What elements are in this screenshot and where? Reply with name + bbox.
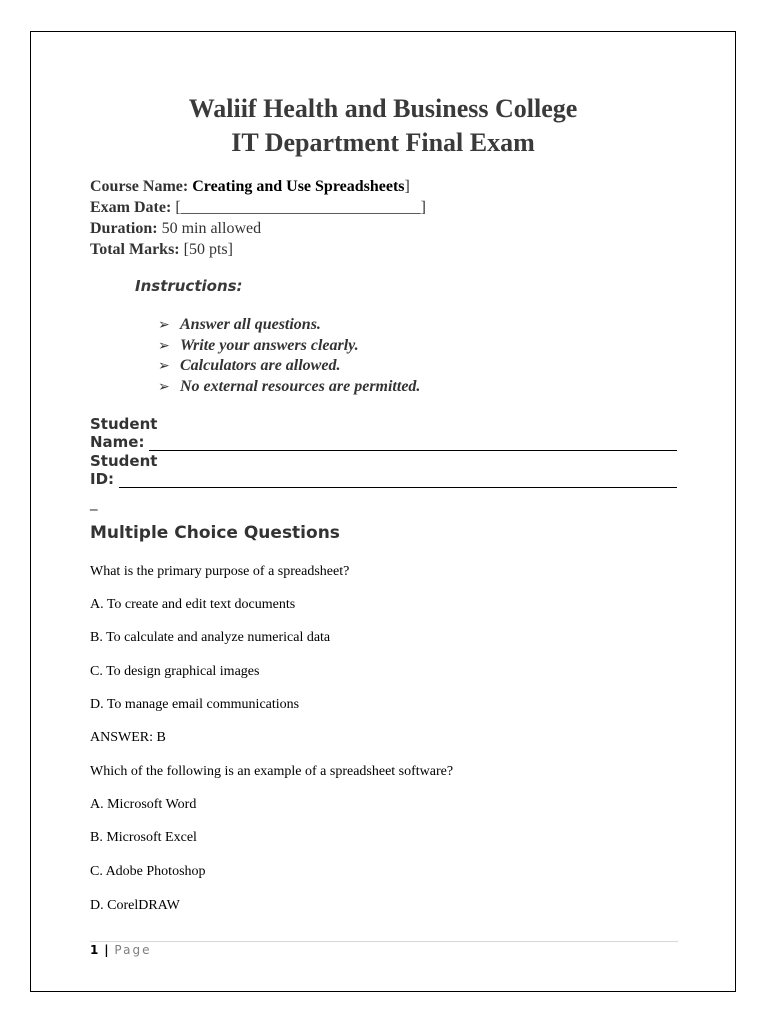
question-text: What is the primary purpose of a spreadsheet? xyxy=(90,564,350,579)
footer-divider xyxy=(90,941,678,942)
instruction-text: No external resources are permitted. xyxy=(180,378,421,395)
option-a: A. To create and edit text documents xyxy=(90,597,296,612)
student-id-label-line1: Student xyxy=(90,452,158,470)
student-name-label-line1: Student xyxy=(90,415,158,433)
option-d: D. CorelDRAW xyxy=(90,898,180,913)
instruction-text: Write your answers clearly. xyxy=(180,337,359,354)
instructions-heading: Instructions: xyxy=(135,277,243,295)
arrow-bullet-icon: ➢ xyxy=(158,379,170,395)
section-title: Multiple Choice Questions xyxy=(90,523,340,543)
arrow-bullet-icon: ➢ xyxy=(158,338,170,354)
option-c: C. To design graphical images xyxy=(90,664,260,679)
question-text: Which of the following is an example of a spreadsheet software? xyxy=(90,764,454,779)
course-name-row xyxy=(90,178,410,196)
course-name-value: Creating and Use Spreadsheets xyxy=(192,178,405,195)
total-marks-value: [50 pts] xyxy=(183,241,233,258)
arrow-bullet-icon: ➢ xyxy=(158,317,170,333)
course-name-suffix: ] xyxy=(404,178,410,195)
instruction-item xyxy=(158,357,340,375)
instruction-item xyxy=(158,378,420,396)
course-name-label: Course Name: xyxy=(90,178,189,195)
option-a: A. Microsoft Word xyxy=(90,797,197,812)
student-id-label xyxy=(90,452,157,488)
answer-text: ANSWER: B xyxy=(90,730,166,745)
page-footer xyxy=(90,943,151,957)
option-d: D. To manage email communications xyxy=(90,697,300,712)
page-border xyxy=(30,31,736,992)
student-id-label-line2: ID: xyxy=(90,470,115,488)
duration-value: 50 min allowed xyxy=(161,220,262,237)
duration-label: Duration: xyxy=(90,220,158,237)
option-b: B. To calculate and analyze numerical data xyxy=(90,630,331,645)
instruction-item xyxy=(158,316,321,334)
page-number: 1 xyxy=(90,943,99,957)
exam-date-row xyxy=(90,199,426,217)
exam-date-value: [______________________________] xyxy=(175,199,426,216)
student-name-field[interactable] xyxy=(149,450,677,451)
option-c: C. Adobe Photoshop xyxy=(90,864,206,879)
arrow-bullet-icon: ➢ xyxy=(158,358,170,374)
exam-date-label: Exam Date: xyxy=(90,199,172,216)
duration-row xyxy=(90,220,261,238)
total-marks-row xyxy=(90,241,233,259)
student-name-label-line2: Name: xyxy=(90,433,145,451)
page-label: Page xyxy=(114,943,152,957)
student-id-field[interactable] xyxy=(119,487,677,488)
exam-title: IT Department Final Exam xyxy=(231,128,535,157)
total-marks-label: Total Marks: xyxy=(90,241,180,258)
instruction-text: Calculators are allowed. xyxy=(180,357,341,374)
trailing-underscore: _ xyxy=(90,493,98,511)
footer-separator: | xyxy=(104,943,109,957)
student-name-label xyxy=(90,415,157,451)
instruction-item xyxy=(158,337,359,355)
instruction-text: Answer all questions. xyxy=(180,316,321,333)
option-b: B. Microsoft Excel xyxy=(90,830,197,845)
college-title: Waliif Health and Business College xyxy=(188,94,578,123)
